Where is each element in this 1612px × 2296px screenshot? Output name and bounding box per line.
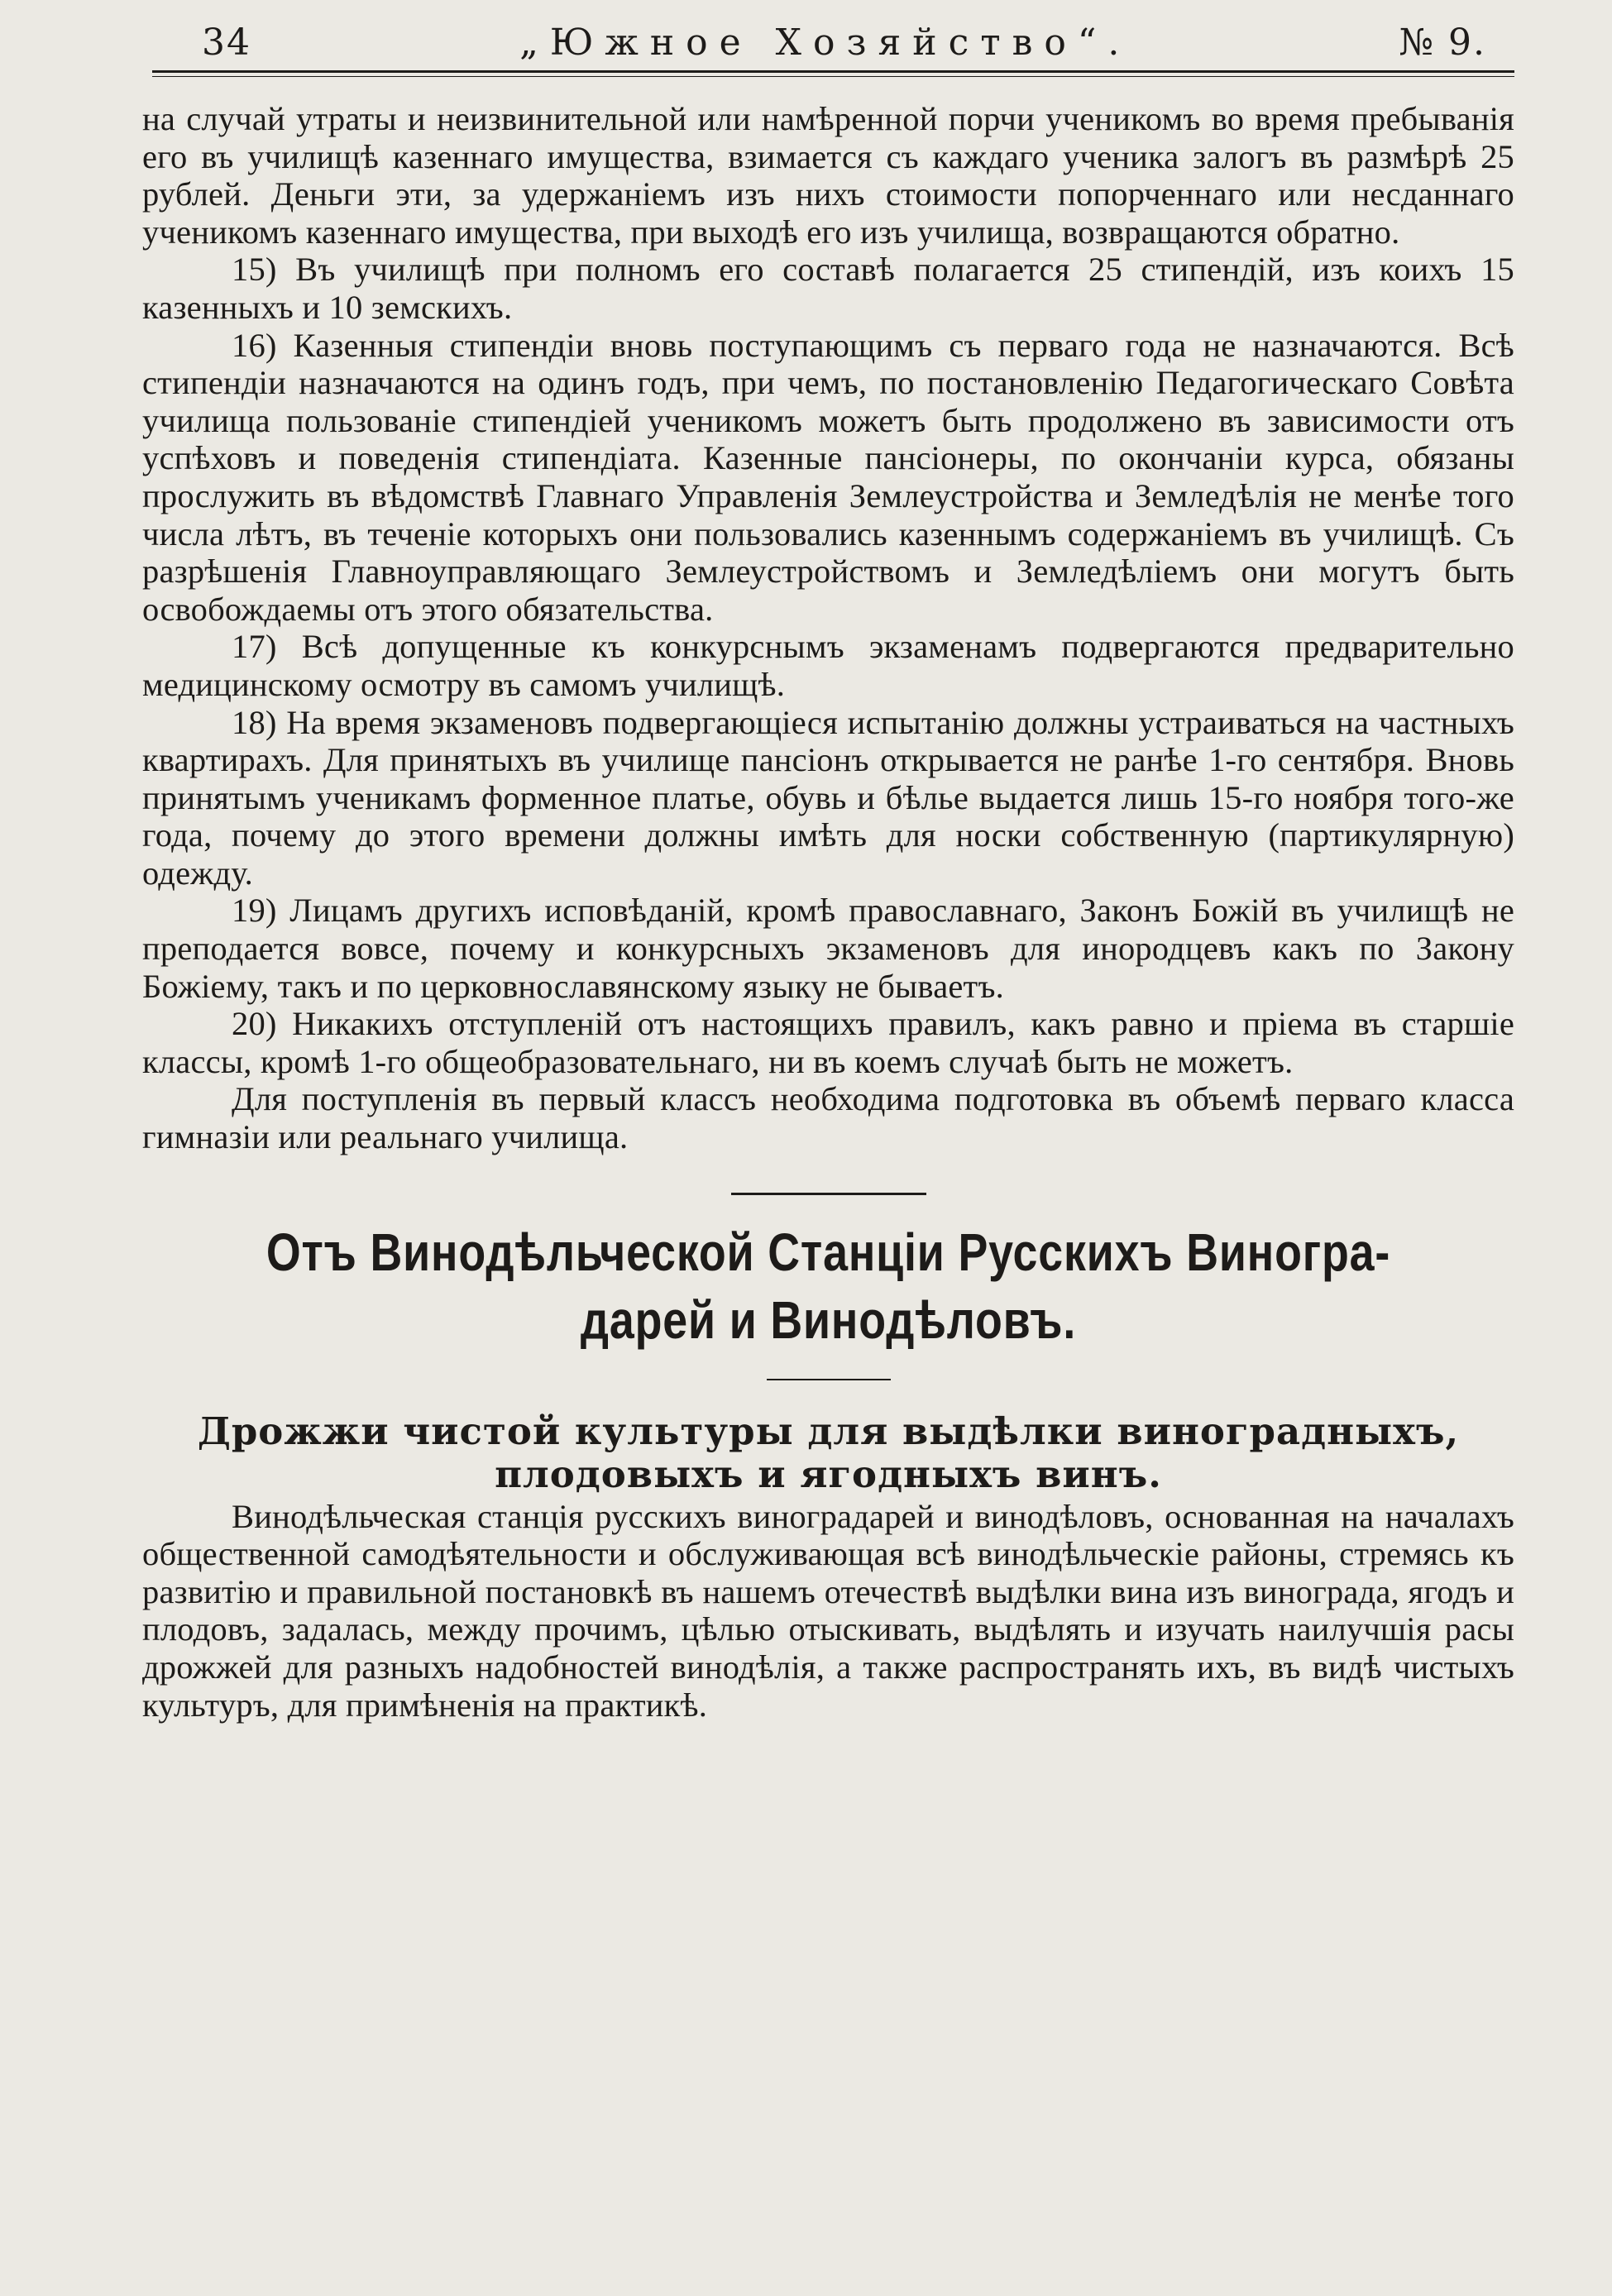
- paragraph-rule-20: 20) Никакихъ отступленій отъ настоящихъ правилъ, какъ равно и пріема въ старшіе классы, кромѣ 1-го общеобразовательнаго, ни въ коемъ случаѣ быть не можетъ.: [142, 1005, 1514, 1080]
- paragraph-rule-16: 16) Казенныя стипендіи вновь поступающимъ съ перваго года не назначаются. Всѣ стипендіи назначаются на одинъ годъ, при чемъ, по постановленію Педагогическаго Совѣта училища пользованіе стипендіей ученикомъ можетъ быть продолжено въ зависимости отъ успѣховъ и поведенія стипендіата. Казенные пансіонеры, по окончаніи курса, обязаны прослужить въ вѣдомствѣ Главнаго Управленія Землеустройства и Земледѣлія не менѣе того числа лѣтъ, въ теченіе которыхъ они пользовались казеннымъ содержаніемъ въ училищѣ. Съ разрѣшенія Главноуправляющаго Землеустройствомъ и Земледѣліемъ они могутъ быть освобождаемы отъ этого обязательства.: [142, 326, 1514, 628]
- paragraph-rule-18: 18) На время экзаменовъ подвергающіеся испытанію должны устраиваться на частныхъ квартирахъ. Для принятыхъ въ училище пансіонъ открывается не ранѣе 1-го сентября. Вновь принятымъ ученикамъ форменное платье, обувь и бѣлье выдается лишь 15-го ноября того-же года, почему до этого времени должны имѣть для носки собственную (партикулярную) одежду.: [142, 703, 1514, 892]
- paragraph-admission: Для поступленія въ первый классъ необходима подготовка въ объемѣ перваго класса гимназіи или реальнаго училища.: [142, 1080, 1514, 1156]
- paragraph-rule-17: 17) Всѣ допущенные къ конкурснымъ экзаменамъ подвергаются предварительно медицинскому осмотру въ самомъ училищѣ.: [142, 628, 1514, 703]
- article-subheading: [142, 1410, 1514, 1496]
- subheading-line-2: плодовыхъ и ягодныхъ винъ.: [495, 1452, 1162, 1496]
- paragraph-rule-15: 15) Въ училищѣ при полномъ его составѣ полагается 25 стипендій, изъ коихъ 15 казенныхъ и 10 земскихъ.: [142, 251, 1514, 326]
- paragraph-rule-19: 19) Лицамъ другихъ исповѣданій, кромѣ православнаго, Законъ Божій въ училищѣ не преподается вовсе, почему и конкурсныхъ экзаменовъ для инородцевъ какъ по Закону Божіему, такъ и по церковнославянскому языку не бываетъ.: [142, 892, 1514, 1005]
- article-text: [142, 1498, 1514, 1724]
- header-rule: [152, 70, 1514, 77]
- section-heading: [252, 1218, 1405, 1354]
- journal-title: „Южное Хозяйство“.: [519, 22, 1131, 64]
- section-heading-line-2: дарей и Винодѣловъ.: [580, 1289, 1077, 1350]
- paragraph-continuation: на случай утраты и неизвинительной или намѣренной порчи ученикомъ во время пребыванія его въ училищѣ казеннаго имущества, взимается съ каждаго ученика залогъ въ размѣрѣ 25 рублей. Деньги эти, за удержаніемъ изъ нихъ стоимости попорченнаго или несданнаго ученикомъ казеннаго имущества, при выходѣ его изъ училища, возвращаются обратно.: [142, 100, 1514, 251]
- subheading-line-1: Дрожжи чистой культуры для выдѣлки виноградныхъ,: [197, 1409, 1460, 1453]
- article-paragraph: Винодѣльческая станція русскихъ виноградарей и винодѣловъ, основанная на началахъ общественной самодѣятельности и обслуживающая всѣ винодѣльческіе районы, стремясь къ развитію и правильной постановкѣ въ нашемъ отечествѣ выдѣлки вина изъ винограда, ягодъ и плодовъ, задалась, между прочимъ, цѣлью отыскивать, выдѣлять и изучать наилучшія расы дрожжей для разныхъ надобностей винодѣлія, а также распространять ихъ, въ видѣ чистыхъ культуръ, для примѣненія на практикѣ.: [142, 1497, 1514, 1724]
- section-divider: [731, 1193, 926, 1195]
- running-header: [142, 22, 1514, 64]
- heading-divider: [767, 1379, 891, 1380]
- issue-number: № 9.: [1399, 22, 1486, 64]
- rules-text: [142, 100, 1514, 1156]
- section-heading-line-1: Отъ Винодѣльческой Станціи Русскихъ Виногра-: [265, 1222, 1391, 1282]
- page-number: 34: [202, 22, 251, 64]
